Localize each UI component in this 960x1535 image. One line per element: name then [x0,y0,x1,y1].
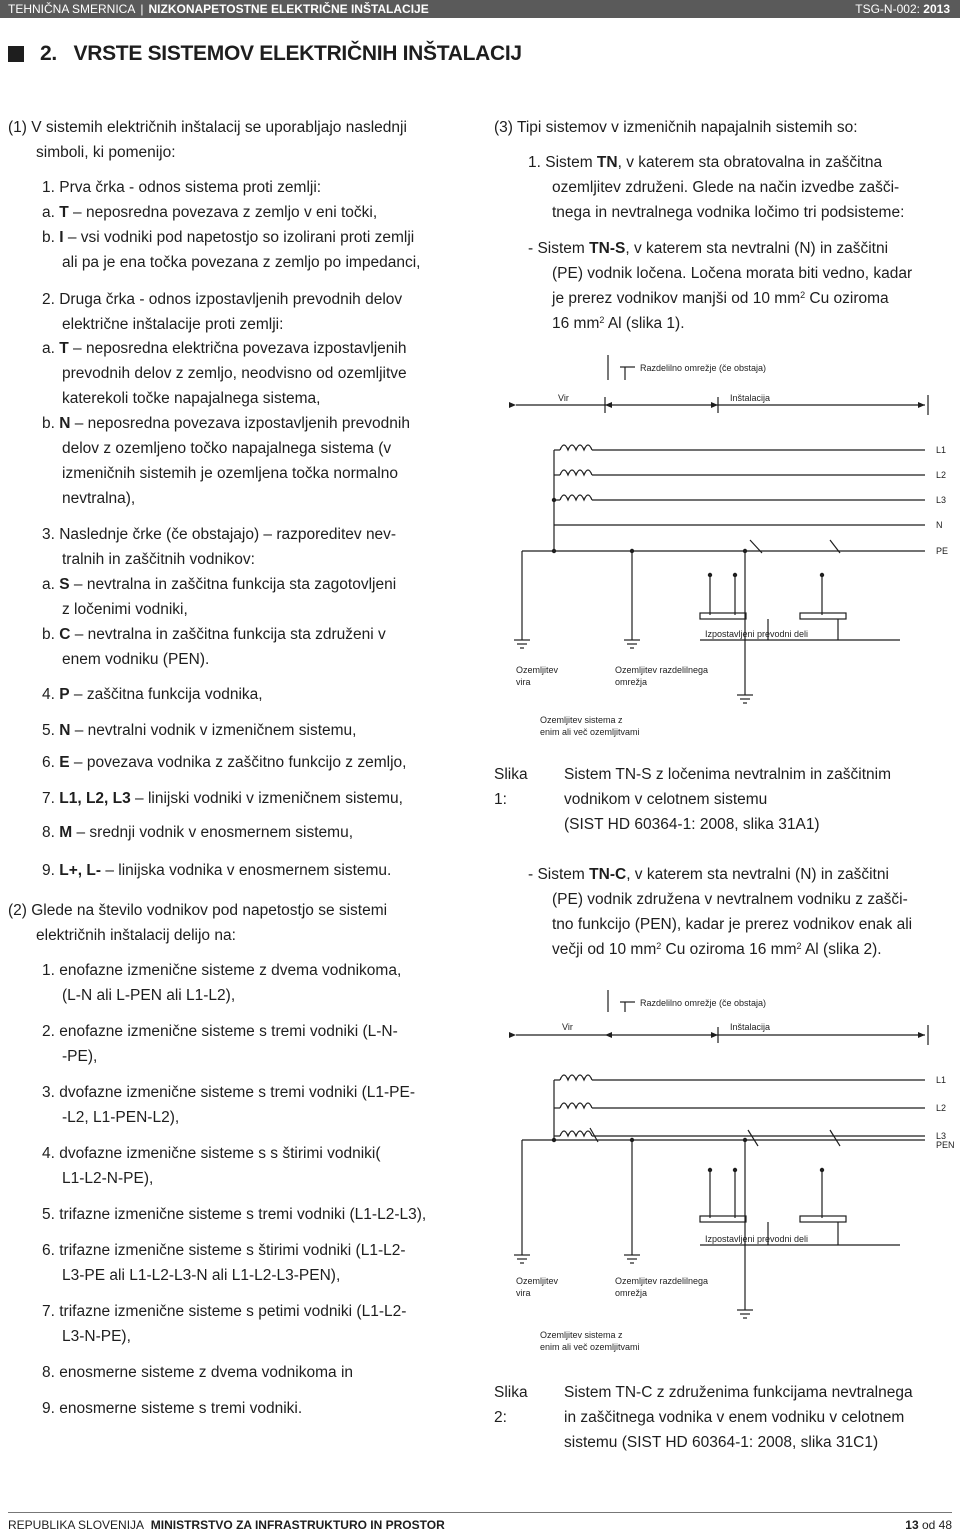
page-footer [8,1512,952,1533]
list-item: 7. trifazne izmenične sisteme s petimi vodniki (L1-L2- [42,1303,407,1320]
page-total: od 48 [921,1518,952,1532]
label-source-earth: Ozemljitev [516,665,559,675]
label-L2: L2 [936,1103,947,1113]
svg-text:omrežja: omrežja [615,677,648,687]
list-item: 9. enosmerne sisteme s tremi vodniki. [42,1400,303,1417]
list-item: a. T – neposredna povezava z zemljo v eni točki, [42,204,378,221]
para-2: (2) Glede na število vodnikov pod napetostjo se sistemi [8,902,388,919]
label-exposed-parts: Izpostavljeni prevodni deli [705,629,809,639]
header-title: NIZKONAPETOSTNE ELEKTRIČNE INŠTALACIJE [148,2,429,16]
page-number: 13 [905,1518,919,1532]
label-dist-net: Razdelilno omrežje (če obstaja) [640,363,767,373]
svg-text:omrežja: omrežja [615,1288,648,1298]
list-item: 3. dvofazne izmenične sisteme s tremi vodniki (L1-PE- [42,1084,416,1101]
section-square-icon [8,46,24,62]
list-item: 5. N – nevtralni vodnik v izmeničnem sistemu, [42,722,357,739]
list-item: 1. Sistem TN, v katerem sta obratovalna in zaščitna [528,154,883,171]
label-L3: L3 [936,495,947,505]
label-L1: L1 [936,1075,947,1085]
label-dist-earth: Ozemljitev razdelilnega [615,1276,709,1286]
header-prefix: TEHNIČNA SMERNICA [8,2,136,16]
label-N: N [936,520,943,530]
list-item: - Sistem TN-S, v katerem sta nevtralni (N) in zaščitni [528,240,889,257]
footer-ministry: MINISTRSTVO ZA INFRASTRUKTURO IN PROSTOR [150,1518,445,1532]
label-exposed-parts: Izpostavljeni prevodni deli [705,1234,809,1244]
list-item: 8. M – srednji vodnik v enosmernem sistemu, [42,824,354,841]
label-PEN: PEN [936,1140,955,1150]
doc-code: TSG-N-002: [855,2,920,16]
label-system-earth: Ozemljitev sistema z [540,715,623,725]
section-title: 2. VRSTE SISTEMOV ELEKTRIČNIH INŠTALACIJ [40,42,522,65]
svg-text:vira: vira [516,1288,531,1298]
label-dist-earth: Ozemljitev razdelilnega [615,665,709,675]
list-item: 1. Prva črka - odnos sistema proti zemlji: [42,179,322,196]
list-item: 9. L+, L- – linijska vodnika v enosmernem sistemu. [42,862,392,879]
figure-2-tn-c-diagram [500,990,960,1365]
doc-year: 2013 [923,2,950,16]
figure-1-tn-s-diagram [500,355,960,750]
list-item: 4. dvofazne izmenične sisteme s s štirimi vodniki( [42,1145,381,1162]
list-item: b. I – vsi vodniki pod napetostjo so izolirani proti zemlji [42,229,415,246]
para-3: (3) Tipi sistemov v izmeničnih napajalnih sistemih so: [494,119,858,136]
label-L2: L2 [936,470,947,480]
label-source: Vir [562,1022,573,1032]
label-dist-net: Razdelilno omrežje (če obstaja) [640,998,767,1008]
list-item: 6. E – povezava vodnika z zaščitno funkcijo z zemljo, [42,754,407,771]
label-source: Vir [558,393,569,403]
list-item: 1. enofazne izmenične sisteme z dvema vodnikoma, [42,962,402,979]
list-item: b. C – nevtralna in zaščitna funkcija sta združeni v [42,626,386,643]
list-item: 2. Druga črka - odnos izpostavljenih prevodnih delov [42,291,403,308]
para-1: (1) V sistemih električnih inštalacij se uporabljajo naslednji [8,119,407,136]
list-item: b. N – neposredna povezava izpostavljenih prevodnih [42,415,410,432]
svg-text:enim ali več ozemljitvami: enim ali več ozemljitvami [540,1342,640,1352]
list-item: 6. trifazne izmenične sisteme s štirimi vodniki (L1-L2- [42,1242,406,1259]
list-item: 8. enosmerne sisteme z dvema vodnikoma in [42,1364,354,1381]
list-item: 3. Naslednje črke (če obstajajo) – razporeditev nev- [42,526,397,543]
label-installation: Inštalacija [730,1022,771,1032]
label-source-earth: Ozemljitev [516,1276,559,1286]
footer-country: REPUBLIKA SLOVENIJA [8,1518,145,1532]
page-header: TEHNIČNA SMERNICA | NIZKONAPETOSTNE ELEKTRIČNE INŠTALACIJE TSG-N-002: 2013 [0,0,960,18]
label-PE: PE [936,546,949,556]
list-item: 4. P – zaščitna funkcija vodnika, [42,686,263,703]
label-L1: L1 [936,445,947,455]
list-item: 5. trifazne izmenične sisteme s tremi vodniki (L1-L2-L3), [42,1206,427,1223]
svg-text:vira: vira [516,677,531,687]
list-item: 2. enofazne izmenične sisteme s tremi vodniki (L-N- [42,1023,398,1040]
list-item: - Sistem TN-C, v katerem sta nevtralni (N) in zaščitni [528,866,889,883]
list-item: 7. L1, L2, L3 – linijski vodniki v izmeničnem sistemu, [42,790,403,807]
label-L3: L3 [936,1131,947,1141]
list-item: a. S – nevtralna in zaščitna funkcija sta zagotovljeni [42,576,397,593]
label-system-earth: Ozemljitev sistema z [540,1330,623,1340]
list-item: a. T – neposredna električna povezava izpostavljenih [42,340,407,357]
label-installation: Inštalacija [730,393,771,403]
svg-text:enim ali več ozemljitvami: enim ali več ozemljitvami [540,727,640,737]
